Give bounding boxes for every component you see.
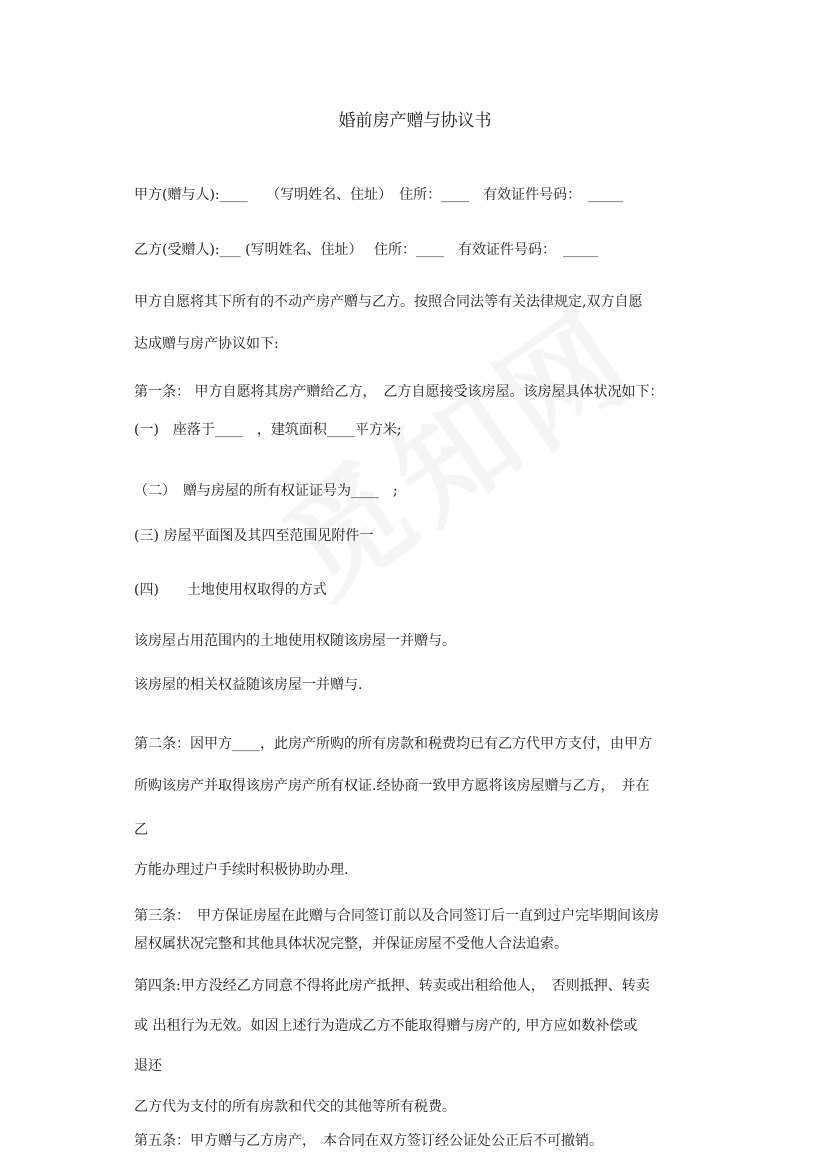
paragraph-line: 屋权属状况完整和其他具体状况完整，并保证房屋不受他人合法追索。 <box>134 936 568 952</box>
article-3-line: 第三条： 甲方保证房屋在此赠与合同签订前以及合同签订后一直到过户完毕期间该房 <box>134 908 659 924</box>
article-2-line: 第二条：因甲方____，此房产所购的所有房款和税费均已有乙方代甲方支付，由甲方 <box>134 736 652 752</box>
article-5-line: 第五条：甲方赠与乙方房产， 本合同在双方签订经公证处公正后不可撤销。 <box>134 1133 603 1149</box>
paragraph-line: 该房屋的相关权益随该房屋一并赠与. <box>134 677 363 693</box>
article-4-line: 第四条:甲方没经乙方同意不得将此房产抵押、转卖或出租给他人， 否则抵押、转卖 <box>134 978 650 994</box>
item-1-line: (一) 座落于____ ，建筑面积____平方米; <box>134 422 402 438</box>
watermark <box>246 264 664 629</box>
document-title: 婚前房产赠与协议书 <box>338 111 492 131</box>
party-b-line: 乙方(受赠人):___ (写明姓名、住址） 住所：____ 有效证件号码： _____ <box>134 242 599 258</box>
item-2-line: （二） 赠与房屋的所有权证证号为____ ; <box>134 483 398 499</box>
paragraph-line: 或 出租行为无效。如因上述行为造成乙方不能取得赠与房产的, 甲方应如数补偿或 <box>134 1018 638 1034</box>
paragraph-line: 方能办理过户手续时积极协助办理. <box>134 862 349 878</box>
paragraph-line: 乙方代为支付的所有房款和代交的其他等所有税费。 <box>134 1099 456 1115</box>
paragraph-line: 甲方自愿将其下所有的不动产房产赠与乙方。按照合同法等有关法律规定,双方自愿 <box>134 294 643 310</box>
article-1-line: 第一条： 甲方自愿将其房产赠给乙方， 乙方自愿接受该房屋。该房屋具体状况如下： <box>134 384 664 400</box>
paragraph-line: 所购该房产并取得该房产房产所有权证.经协商一致甲方愿将该房屋赠与乙方， 并在 <box>134 778 650 794</box>
party-a-line: 甲方(赠与人):____ （写明姓名、住址） 住所：____ 有效证件号码： _____ <box>134 187 624 203</box>
item-4-line: (四) 土地使用权取得的方式 <box>134 582 327 598</box>
item-3-line: (三) 房屋平面图及其四至范围见附件一 <box>134 528 374 544</box>
paragraph-line: 该房屋占用范围内的土地使用权随该房屋一并赠与。 <box>134 633 456 649</box>
paragraph-line: 达成赠与房产协议如下: <box>134 336 279 352</box>
paragraph-line: 退还 <box>134 1058 162 1074</box>
paragraph-line: 乙 <box>134 822 148 838</box>
